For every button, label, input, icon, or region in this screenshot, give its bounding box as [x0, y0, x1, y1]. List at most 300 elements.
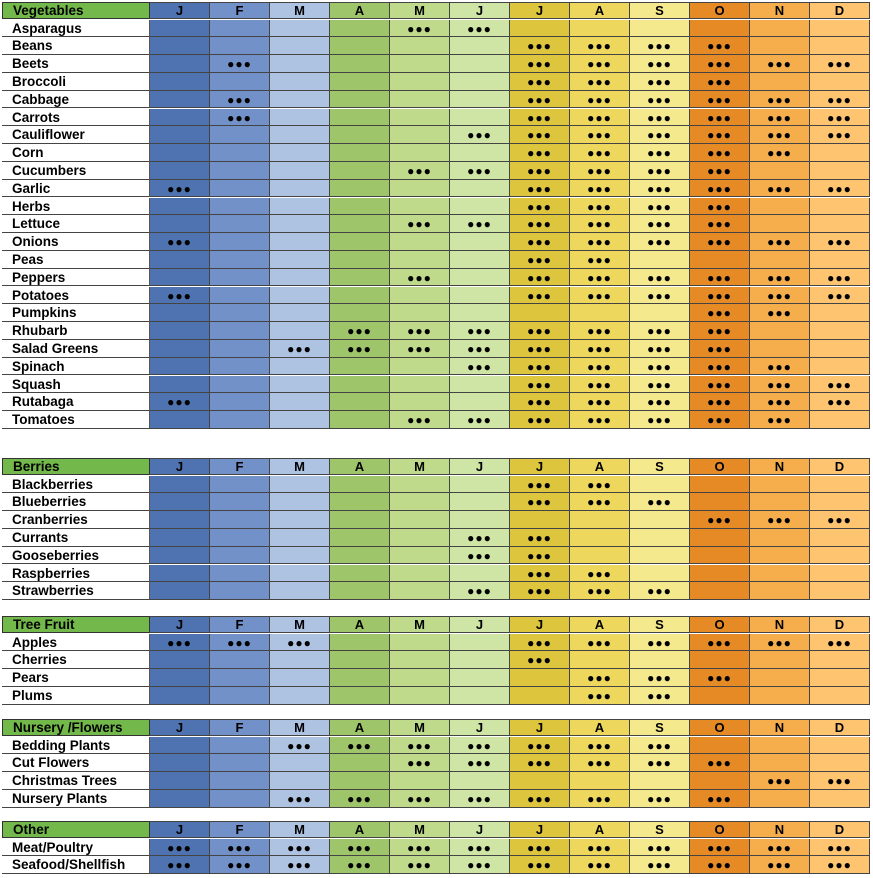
month-cell — [150, 565, 210, 583]
availability-dots-icon: ●●● — [227, 840, 252, 855]
month-cell — [690, 547, 750, 565]
month-cell — [450, 772, 510, 790]
month-cell — [510, 582, 570, 600]
month-header: M — [390, 719, 450, 736]
month-cell — [630, 287, 690, 305]
section-header-berries — [2, 458, 870, 475]
availability-dots-icon: ●●● — [767, 146, 792, 161]
month-cell — [510, 839, 570, 857]
month-cell — [390, 358, 450, 376]
month-cell — [330, 790, 390, 808]
table-row — [2, 358, 870, 376]
month-cell — [810, 304, 870, 322]
month-cell — [690, 233, 750, 251]
month-cell — [150, 55, 210, 73]
month-cell — [690, 126, 750, 144]
month-cell — [210, 215, 270, 233]
availability-dots-icon: ●●● — [527, 252, 552, 267]
month-cell — [630, 37, 690, 55]
table-row — [2, 233, 870, 251]
month-cell — [330, 144, 390, 162]
month-header: A — [330, 719, 390, 736]
availability-dots-icon: ●●● — [827, 513, 852, 528]
month-cell — [330, 493, 390, 511]
month-header: J — [150, 2, 210, 19]
month-cell — [510, 476, 570, 494]
month-cell — [690, 737, 750, 755]
availability-dots-icon: ●●● — [767, 235, 792, 250]
table-row — [2, 109, 870, 127]
availability-dots-icon: ●●● — [587, 146, 612, 161]
month-cell — [150, 251, 210, 269]
availability-dots-icon: ●●● — [467, 21, 492, 36]
month-cell — [630, 73, 690, 91]
month-cell — [510, 322, 570, 340]
month-cell — [150, 839, 210, 857]
month-cell — [390, 251, 450, 269]
month-cell — [510, 198, 570, 216]
month-cell — [450, 737, 510, 755]
table-row — [2, 393, 870, 411]
availability-dots-icon: ●●● — [707, 181, 732, 196]
month-cell — [450, 651, 510, 669]
month-cell — [690, 529, 750, 547]
month-cell — [450, 180, 510, 198]
month-cell — [210, 358, 270, 376]
month-cell — [210, 511, 270, 529]
product-name: Tomatoes — [2, 411, 150, 429]
availability-dots-icon: ●●● — [227, 635, 252, 650]
table-row — [2, 91, 870, 109]
product-name: Strawberries — [2, 582, 150, 600]
availability-dots-icon: ●●● — [587, 566, 612, 581]
month-cell — [750, 20, 810, 38]
month-cell — [210, 476, 270, 494]
availability-dots-icon: ●●● — [827, 270, 852, 285]
month-cell — [390, 73, 450, 91]
month-cell — [210, 565, 270, 583]
availability-dots-icon: ●●● — [647, 288, 672, 303]
month-cell — [690, 269, 750, 287]
availability-dots-icon: ●●● — [527, 635, 552, 650]
month-cell — [570, 37, 630, 55]
month-cell — [210, 529, 270, 547]
availability-dots-icon: ●●● — [527, 270, 552, 285]
availability-dots-icon: ●●● — [587, 39, 612, 54]
availability-dots-icon: ●●● — [587, 181, 612, 196]
table-row — [2, 73, 870, 91]
month-cell — [810, 251, 870, 269]
month-cell — [390, 529, 450, 547]
availability-dots-icon: ●●● — [707, 306, 732, 321]
month-header: D — [810, 458, 870, 475]
month-cell — [270, 233, 330, 251]
month-cell — [570, 547, 630, 565]
product-name: Spinach — [2, 358, 150, 376]
month-cell — [510, 109, 570, 127]
availability-dots-icon: ●●● — [407, 163, 432, 178]
month-cell — [150, 180, 210, 198]
month-cell — [810, 634, 870, 652]
month-cell — [390, 37, 450, 55]
month-cell — [450, 162, 510, 180]
availability-dots-icon: ●●● — [587, 235, 612, 250]
month-cell — [330, 634, 390, 652]
month-cell — [570, 754, 630, 772]
month-header: S — [630, 616, 690, 633]
availability-dots-icon: ●●● — [587, 495, 612, 510]
month-cell — [210, 651, 270, 669]
month-cell — [750, 109, 810, 127]
availability-dots-icon: ●●● — [587, 270, 612, 285]
month-cell — [150, 340, 210, 358]
availability-dots-icon: ●●● — [587, 128, 612, 143]
availability-dots-icon: ●●● — [467, 217, 492, 232]
month-cell — [390, 109, 450, 127]
month-cell — [510, 144, 570, 162]
month-cell — [270, 73, 330, 91]
product-name: Broccoli — [2, 73, 150, 91]
month-header: O — [690, 719, 750, 736]
availability-dots-icon: ●●● — [467, 858, 492, 873]
month-cell — [150, 856, 210, 874]
availability-dots-icon: ●●● — [587, 341, 612, 356]
month-cell — [750, 476, 810, 494]
month-cell — [270, 126, 330, 144]
month-header: M — [270, 719, 330, 736]
product-name: Salad Greens — [2, 340, 150, 358]
availability-dots-icon: ●●● — [647, 217, 672, 232]
availability-dots-icon: ●●● — [587, 584, 612, 599]
availability-dots-icon: ●●● — [827, 181, 852, 196]
month-header: A — [570, 719, 630, 736]
availability-dots-icon: ●●● — [467, 341, 492, 356]
month-cell — [450, 839, 510, 857]
month-cell — [690, 493, 750, 511]
month-cell — [510, 215, 570, 233]
month-cell — [210, 251, 270, 269]
month-header: J — [150, 616, 210, 633]
month-cell — [150, 651, 210, 669]
month-cell — [210, 55, 270, 73]
month-cell — [630, 669, 690, 687]
month-cell — [810, 839, 870, 857]
month-cell — [390, 322, 450, 340]
month-cell — [510, 547, 570, 565]
month-cell — [330, 565, 390, 583]
month-cell — [510, 772, 570, 790]
month-cell — [270, 565, 330, 583]
month-cell — [270, 358, 330, 376]
month-cell — [690, 73, 750, 91]
month-header: J — [450, 821, 510, 838]
month-cell — [270, 144, 330, 162]
availability-dots-icon: ●●● — [527, 39, 552, 54]
table-row — [2, 340, 870, 358]
month-cell — [750, 269, 810, 287]
month-cell — [570, 304, 630, 322]
table-row — [2, 754, 870, 772]
month-cell — [750, 251, 810, 269]
month-cell — [270, 109, 330, 127]
month-header: M — [390, 2, 450, 19]
table-row — [2, 669, 870, 687]
month-header: A — [570, 821, 630, 838]
month-cell — [570, 737, 630, 755]
month-cell — [630, 511, 690, 529]
availability-dots-icon: ●●● — [587, 738, 612, 753]
availability-dots-icon: ●●● — [647, 688, 672, 703]
month-cell — [810, 493, 870, 511]
month-cell — [630, 772, 690, 790]
month-cell — [750, 180, 810, 198]
month-header: M — [390, 616, 450, 633]
month-cell — [510, 126, 570, 144]
month-cell — [330, 215, 390, 233]
month-cell — [630, 109, 690, 127]
availability-dots-icon: ●●● — [347, 840, 372, 855]
month-header: O — [690, 616, 750, 633]
availability-dots-icon: ●●● — [467, 791, 492, 806]
availability-dots-icon: ●●● — [647, 110, 672, 125]
availability-dots-icon: ●●● — [767, 270, 792, 285]
month-cell — [510, 180, 570, 198]
month-cell — [810, 109, 870, 127]
availability-dots-icon: ●●● — [707, 146, 732, 161]
table-row — [2, 251, 870, 269]
availability-dots-icon: ●●● — [767, 377, 792, 392]
product-name: Pumpkins — [2, 304, 150, 322]
month-cell — [390, 669, 450, 687]
availability-dots-icon: ●●● — [407, 738, 432, 753]
month-cell — [630, 251, 690, 269]
month-cell — [210, 547, 270, 565]
month-cell — [330, 547, 390, 565]
month-cell — [690, 511, 750, 529]
table-row — [2, 20, 870, 38]
section-title: Other — [2, 821, 150, 838]
availability-dots-icon: ●●● — [647, 791, 672, 806]
month-cell — [810, 651, 870, 669]
month-cell — [750, 687, 810, 705]
availability-dots-icon: ●●● — [707, 110, 732, 125]
month-cell — [210, 198, 270, 216]
month-cell — [270, 91, 330, 109]
month-cell — [450, 376, 510, 394]
month-cell — [150, 73, 210, 91]
availability-dots-icon: ●●● — [827, 110, 852, 125]
month-header: N — [750, 2, 810, 19]
availability-dots-icon: ●●● — [587, 688, 612, 703]
table-row — [2, 376, 870, 394]
availability-dots-icon: ●●● — [587, 413, 612, 428]
availability-dots-icon: ●●● — [587, 217, 612, 232]
table-row — [2, 304, 870, 322]
month-header: A — [330, 821, 390, 838]
product-name: Plums — [2, 687, 150, 705]
month-cell — [390, 493, 450, 511]
month-cell — [330, 393, 390, 411]
month-cell — [810, 215, 870, 233]
month-cell — [150, 322, 210, 340]
month-cell — [510, 687, 570, 705]
availability-dots-icon: ●●● — [527, 495, 552, 510]
month-cell — [630, 20, 690, 38]
month-cell — [750, 304, 810, 322]
availability-dots-icon: ●●● — [707, 671, 732, 686]
month-cell — [750, 376, 810, 394]
month-cell — [690, 287, 750, 305]
table-row — [2, 126, 870, 144]
month-cell — [210, 304, 270, 322]
month-cell — [450, 754, 510, 772]
product-name: Cranberries — [2, 511, 150, 529]
month-cell — [270, 269, 330, 287]
availability-dots-icon: ●●● — [467, 584, 492, 599]
availability-dots-icon: ●●● — [707, 39, 732, 54]
month-cell — [270, 582, 330, 600]
product-name: Lettuce — [2, 215, 150, 233]
table-row — [2, 180, 870, 198]
month-cell — [330, 651, 390, 669]
month-cell — [690, 634, 750, 652]
month-cell — [570, 269, 630, 287]
month-cell — [510, 790, 570, 808]
availability-dots-icon: ●●● — [707, 341, 732, 356]
month-cell — [630, 233, 690, 251]
availability-dots-icon: ●●● — [767, 513, 792, 528]
month-header: A — [330, 616, 390, 633]
month-cell — [810, 582, 870, 600]
availability-dots-icon: ●●● — [647, 199, 672, 214]
month-header: N — [750, 719, 810, 736]
availability-dots-icon: ●●● — [587, 57, 612, 72]
month-cell — [450, 529, 510, 547]
month-cell — [210, 376, 270, 394]
month-cell — [150, 582, 210, 600]
month-cell — [150, 144, 210, 162]
month-cell — [810, 856, 870, 874]
availability-dots-icon: ●●● — [647, 235, 672, 250]
month-cell — [210, 493, 270, 511]
month-cell — [450, 634, 510, 652]
availability-dots-icon: ●●● — [407, 341, 432, 356]
month-cell — [210, 144, 270, 162]
availability-dots-icon: ●●● — [707, 840, 732, 855]
month-header: N — [750, 458, 810, 475]
month-cell — [570, 476, 630, 494]
month-cell — [390, 55, 450, 73]
month-cell — [390, 393, 450, 411]
month-header: J — [450, 616, 510, 633]
availability-dots-icon: ●●● — [767, 128, 792, 143]
availability-dots-icon: ●●● — [647, 57, 672, 72]
availability-dots-icon: ●●● — [587, 840, 612, 855]
availability-dots-icon: ●●● — [707, 74, 732, 89]
month-cell — [630, 144, 690, 162]
month-cell — [330, 669, 390, 687]
availability-dots-icon: ●●● — [587, 359, 612, 374]
month-cell — [570, 180, 630, 198]
availability-dots-icon: ●●● — [767, 181, 792, 196]
month-header: J — [510, 458, 570, 475]
month-cell — [630, 55, 690, 73]
table-row — [2, 687, 870, 705]
month-cell — [390, 411, 450, 429]
month-cell — [810, 144, 870, 162]
month-cell — [450, 233, 510, 251]
month-cell — [510, 669, 570, 687]
availability-dots-icon: ●●● — [647, 377, 672, 392]
month-cell — [510, 20, 570, 38]
month-cell — [630, 340, 690, 358]
availability-dots-icon: ●●● — [707, 270, 732, 285]
month-cell — [330, 162, 390, 180]
month-cell — [690, 790, 750, 808]
month-cell — [630, 839, 690, 857]
month-cell — [750, 754, 810, 772]
month-cell — [150, 162, 210, 180]
month-header: F — [210, 616, 270, 633]
month-cell — [450, 37, 510, 55]
month-cell — [810, 37, 870, 55]
availability-dots-icon: ●●● — [827, 235, 852, 250]
month-cell — [630, 651, 690, 669]
availability-dots-icon: ●●● — [707, 395, 732, 410]
availability-dots-icon: ●●● — [347, 341, 372, 356]
month-cell — [690, 476, 750, 494]
month-header: O — [690, 458, 750, 475]
availability-dots-icon: ●●● — [587, 110, 612, 125]
availability-dots-icon: ●●● — [527, 324, 552, 339]
month-cell — [750, 126, 810, 144]
month-header: F — [210, 719, 270, 736]
availability-dots-icon: ●●● — [587, 163, 612, 178]
month-cell — [210, 73, 270, 91]
availability-dots-icon: ●●● — [647, 92, 672, 107]
month-cell — [810, 393, 870, 411]
product-name: Christmas Trees — [2, 772, 150, 790]
month-cell — [270, 687, 330, 705]
product-name: Peas — [2, 251, 150, 269]
month-cell — [510, 393, 570, 411]
availability-dots-icon: ●●● — [647, 413, 672, 428]
month-cell — [810, 669, 870, 687]
availability-dots-icon: ●●● — [647, 270, 672, 285]
table-row — [2, 55, 870, 73]
month-cell — [150, 772, 210, 790]
month-cell — [750, 529, 810, 547]
month-cell — [810, 91, 870, 109]
section-header-tree-fruit — [2, 616, 870, 633]
month-cell — [450, 251, 510, 269]
month-cell — [750, 358, 810, 376]
availability-dots-icon: ●●● — [407, 840, 432, 855]
month-cell — [450, 547, 510, 565]
availability-dots-icon: ●●● — [527, 548, 552, 563]
availability-dots-icon: ●●● — [767, 395, 792, 410]
product-name: Nursery Plants — [2, 790, 150, 808]
availability-dots-icon: ●●● — [707, 57, 732, 72]
month-cell — [510, 754, 570, 772]
month-cell — [450, 476, 510, 494]
availability-dots-icon: ●●● — [587, 377, 612, 392]
month-cell — [810, 476, 870, 494]
availability-dots-icon: ●●● — [527, 840, 552, 855]
month-cell — [810, 411, 870, 429]
month-cell — [690, 772, 750, 790]
availability-dots-icon: ●●● — [527, 738, 552, 753]
